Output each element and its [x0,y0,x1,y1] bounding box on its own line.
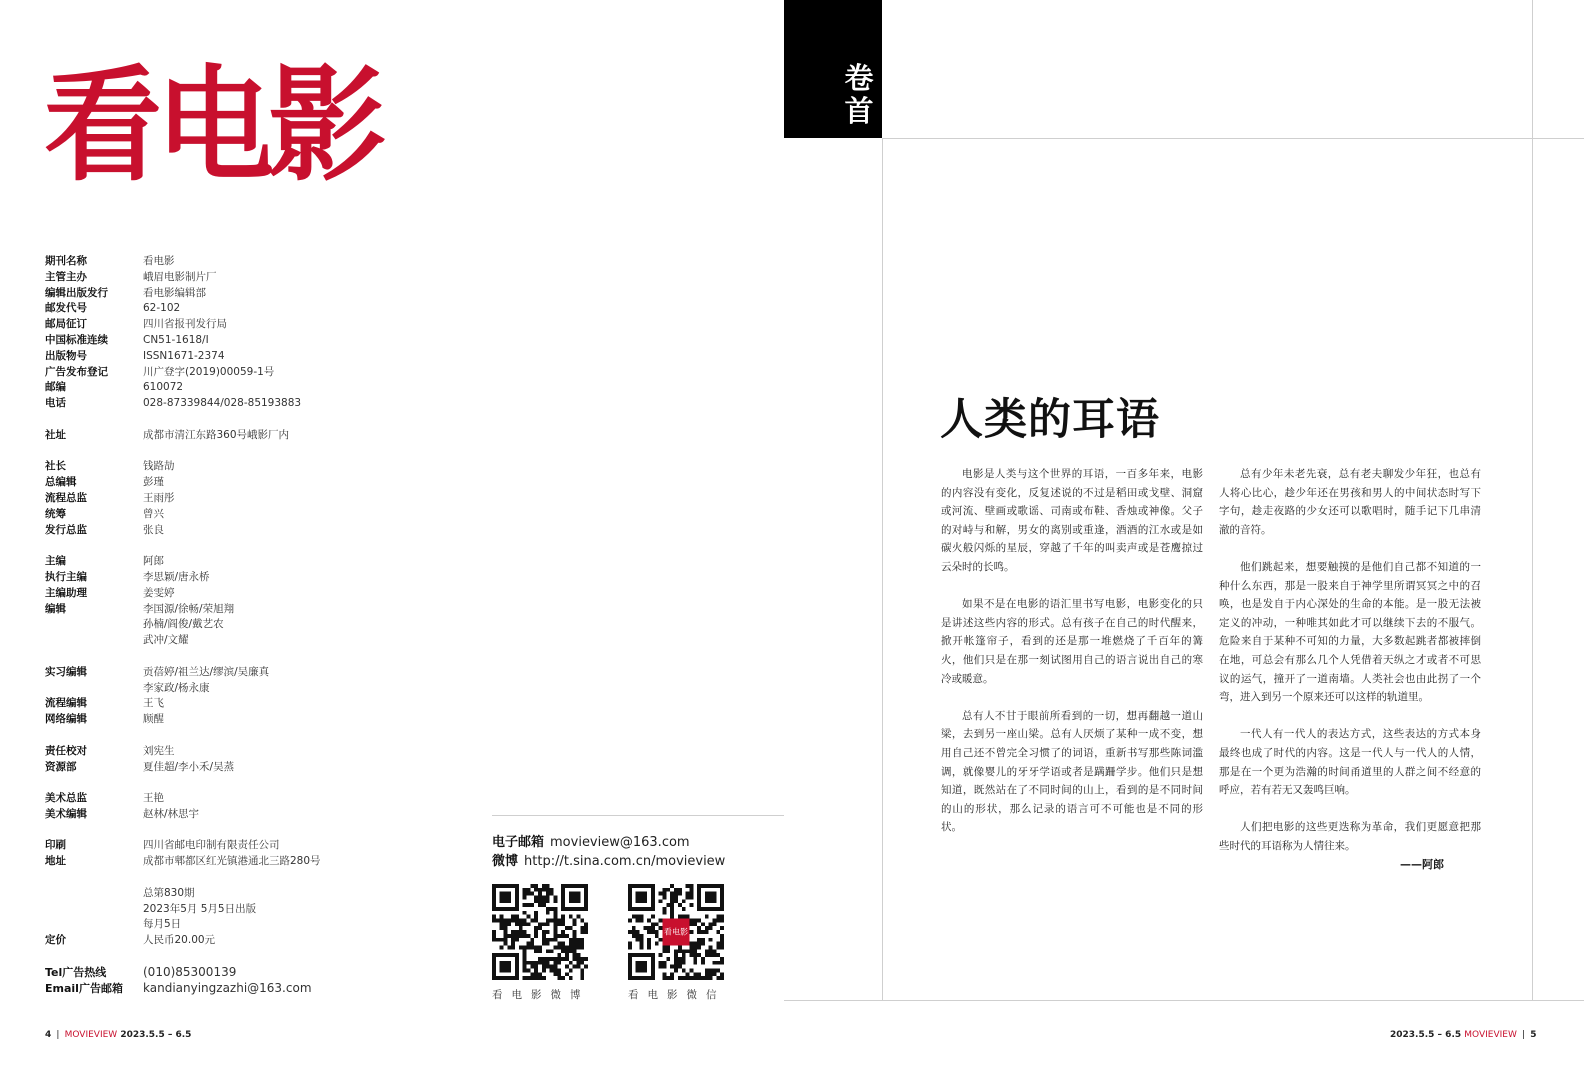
imprint-key: 总编辑 [45,476,77,489]
imprint-key [45,886,143,902]
imprint-value: 王艳 [143,792,164,805]
imprint-row [45,475,465,491]
article-column-2 [1219,465,1481,874]
imprint-value: 武冲/文耀 [143,634,189,647]
article-paragraph: 电影是人类与这个世界的耳语，一百多年来，电影的内容没有变化，反复述说的不过是稻田或戈壁、洞窟或河流、壁画或歌谣、司南或布鞋、香烛或神像。父子的对峙与和解，男女的离别或重逢，酒酒的江水或是如碳火般闪烁的星辰，穿越了千年的叫卖声或是苍鹰掠过云朵时的长鸣。 [941,468,1203,573]
imprint-key [45,617,143,633]
qr-caption-wechat: 看电影微信 [628,989,726,1001]
imprint-row [45,286,465,302]
imprint-value: 刘宪生 [143,744,175,757]
imprint-key: Tel广告热线 [45,965,107,979]
imprint-gap [45,870,465,886]
imprint-value: 顾醒 [143,713,164,726]
folio-date: 2023.5.5 – 6.5 [120,1030,192,1040]
imprint-row [45,981,465,997]
folio-separator: | [1522,1030,1526,1040]
imprint-value: 610072 [143,381,184,394]
imprint-value: 看电影编辑部 [143,286,206,299]
imprint-key: 邮编 [45,381,66,394]
imprint-gap [45,649,465,665]
masthead-logo: 看电影 [44,53,381,198]
imprint-gap [45,823,465,839]
imprint-row [45,365,465,381]
imprint-row [45,301,465,317]
imprint-value: 曾兴 [143,507,164,520]
imprint-key: 地址 [45,855,66,868]
imprint-value: 李家政/杨永康 [143,681,210,694]
imprint-key: 社长 [45,460,66,473]
imprint-row [45,633,465,649]
email-line [492,833,725,852]
page-number: 4 [45,1030,52,1040]
imprint-value: 四川省邮电印制有限责任公司 [143,839,280,852]
imprint-value: 李国源/徐畅/荣旭翔 [143,602,235,615]
imprint-key: 网络编辑 [45,713,87,726]
imprint-value: 看电影 [143,255,175,267]
qr-code-icon [628,884,724,980]
imprint-row [45,428,465,444]
folio-left [45,1030,191,1040]
imprint-row [45,317,465,333]
imprint-row [45,854,465,870]
imprint-key: 编辑出版发行 [45,286,108,299]
imprint-row [45,712,465,728]
imprint-value: 王雨彤 [143,491,175,504]
article-paragraph: 如果不是在电影的语汇里书写电影，电影变化的只是讲述这些内容的形式。总有孩子在自己的时代醒来，掀开帐篷帘子，看到的还是那一堆燃烧了千百年的篝火，他们只是在那一刻试图用自己的语言说出自己的寒冷或暖意。 [941,598,1203,685]
qr-logo-text: 看电影 [663,927,689,937]
imprint-gap [45,775,465,791]
imprint-row [45,491,465,507]
imprint-key: 广告发布登记 [45,365,108,378]
imprint-key [45,902,143,918]
imprint-key: 定价 [45,934,66,947]
imprint-gap [45,444,465,460]
imprint-key: 期刊名称 [45,255,87,267]
imprint-list [45,254,465,996]
article-paragraph: 总有人不甘于眼前所看到的一切，想再翻越一道山梁，去到另一座山梁。总有人厌烦了某种一成不变，想用自己还不曾完全习惯了的词语，重新书写那些陈词滥调，就像婴儿的牙牙学语或者是蹒跚学步。他们只是想知道，既然站在了不同时间的山上，看到的是不同时间的山的形状，那么记录的语言可不可能也是不同的形状。 [941,709,1203,834]
imprint-row [45,507,465,523]
imprint-gap [45,728,465,744]
imprint-row [45,602,465,618]
imprint-gap [45,538,465,554]
imprint-value: 彭瑾 [143,476,164,489]
imprint-value: 孙楠/阎俊/戴艺农 [143,618,224,631]
folio-right [1390,1030,1536,1040]
imprint-row [45,791,465,807]
qr-code-icon [492,884,588,980]
imprint-value: 人民币20.00元 [143,934,216,947]
imprint-value: 阿郎 [143,555,164,568]
imprint-row [45,760,465,776]
imprint-key: 电话 [45,397,66,410]
imprint-value: 钱路劼 [143,460,175,473]
imprint-key: 统筹 [45,507,66,520]
imprint-key: 美术编辑 [45,807,87,820]
imprint-key [45,633,143,649]
imprint-key: 资源部 [45,760,77,773]
imprint-row [45,933,465,949]
weibo-label: 微博 [492,854,519,869]
imprint-row [45,333,465,349]
imprint-key: 美术总监 [45,792,87,805]
imprint-key: 实习编辑 [45,665,87,678]
imprint-row [45,681,465,697]
weibo-link[interactable]: http://t.sina.com.cn/movieview [524,854,726,869]
imprint-value: 峨眉电影制片厂 [143,270,217,283]
imprint-gap [45,412,465,428]
contact-divider [492,815,784,816]
imprint-value: 夏佳超/李小禾/吴蒸 [143,760,235,773]
imprint-value: 成都市郫都区红光镇港通北三路280号 [143,855,321,868]
weibo-line [492,852,725,871]
imprint-row [45,554,465,570]
imprint-row [45,807,465,823]
article-column-1 [941,465,1203,855]
imprint-row [45,459,465,475]
imprint-value: kandianyingzazhi@163.com [143,980,312,995]
imprint-value: 李思颖/唐永桥 [143,570,210,583]
imprint-key: 编辑 [45,602,66,615]
section-tab-label: 卷首 [844,61,874,128]
imprint-key: 执行主编 [45,570,87,583]
imprint-row [45,380,465,396]
imprint-row [45,586,465,602]
imprint-key: 主编 [45,555,66,568]
folio-brand: MOVIEVIEW [1464,1030,1517,1040]
qr-caption-weibo: 看电影微博 [492,989,590,1001]
imprint-gap [45,949,465,965]
imprint-row [45,254,465,270]
imprint-key: 社址 [45,428,66,441]
imprint-key: Email广告邮箱 [45,981,123,995]
imprint-value: 62-102 [143,302,181,315]
imprint-row [45,270,465,286]
imprint-row [45,696,465,712]
frame-line-left [882,138,883,1000]
article-title: 人类的耳语 [940,395,1160,445]
imprint-value: CN51-1618/I [143,333,209,346]
imprint-value: 2023年5月 5月5日出版 [143,902,257,915]
imprint-value: 张良 [143,523,164,536]
imprint-key: 流程编辑 [45,697,87,710]
article-paragraph: 总有少年未老先衰，总有老夫聊发少年狂，也总有人将心比心，趁少年还在男孩和男人的中间状态时写下字句，趁走夜路的少女还可以歌唱时，随手记下几串清澈的音符。 [1219,468,1481,536]
imprint-value: 每月5日 [143,918,182,931]
imprint-key: 邮局征订 [45,318,87,331]
frame-line-bottom [784,1000,1584,1001]
imprint-value: 姜雯婷 [143,586,175,599]
article-paragraph: 一代人有一代人的表达方式，这些表达的方式本身最终也成了时代的内容。这是一代人与一代人的人情，那是在一个更为浩瀚的时间甬道里的人群之间不经意的呼应，若有若无又轰鸣巨响。 [1219,728,1481,797]
imprint-key: 流程总监 [45,491,87,504]
imprint-key: 主管主办 [45,270,87,283]
frame-line-top [882,138,1584,139]
imprint-value: ISSN1671-2374 [143,349,225,362]
imprint-row [45,349,465,365]
imprint-key: 印刷 [45,839,66,852]
folio-date: 2023.5.5 – 6.5 [1390,1030,1462,1040]
folio-separator: | [56,1030,60,1040]
email-link[interactable]: movieview@163.com [550,835,690,850]
imprint-row [45,617,465,633]
folio-brand: MOVIEVIEW [64,1030,118,1040]
imprint-value: 贡蓓婷/祖兰达/缪滨/吴廉真 [143,665,270,678]
imprint-row [45,965,465,981]
imprint-value: 028-87339844/028-85193883 [143,397,302,410]
imprint-value: 四川省报刊发行局 [143,318,227,331]
imprint-key [45,917,143,933]
email-label: 电子邮箱 [492,835,545,850]
imprint-row [45,665,465,681]
article-signature: ——阿郎 [1400,858,1444,871]
imprint-value: 总第830期 [143,886,195,899]
imprint-value: (010)85300139 [143,964,237,979]
imprint-row [45,902,465,918]
imprint-row [45,886,465,902]
page-number: 5 [1530,1030,1537,1040]
imprint-row [45,396,465,412]
imprint-row [45,917,465,933]
imprint-row [45,838,465,854]
imprint-key: 邮发代号 [45,302,87,315]
contact-block [492,833,725,871]
imprint-key: 中国标准连续 [45,333,108,346]
frame-line-right [1532,0,1533,1000]
imprint-key: 出版物号 [45,349,87,362]
imprint-row [45,523,465,539]
article-paragraph: 他们跳起来，想要触摸的是他们自己都不知道的一种什么东西，那是一股来自于神学里所谓冥冥之中的召唤，也是发自于内心深处的生命的本能。是一股无法被定义的冲动，一种唯其如此才可以继续下去的不服气。危险来自于某种不可知的力量，大多数起跳者都被摔倒在地，可总会有那么几个人凭借着天纵之才或者不可思议的运气，撞开了一道南墙。人类社会也由此拐了一个弯，进入到另一个原来还可以这样的轨道里。 [1219,560,1481,704]
imprint-value: 成都市清江东路360号峨影厂内 [143,428,290,441]
imprint-row [45,570,465,586]
imprint-value: 赵林/林思宇 [143,807,200,820]
imprint-key: 主编助理 [45,586,87,599]
imprint-key [45,681,143,697]
imprint-key: 发行总监 [45,523,87,536]
imprint-key: 责任校对 [45,744,87,757]
imprint-value: 川广登字(2019)00059-1号 [143,365,275,378]
imprint-row [45,744,465,760]
imprint-value: 王飞 [143,697,164,710]
article-paragraph: 人们把电影的这些更迭称为革命，我们更愿意把那些时代的耳语称为人情往来。 [1219,821,1481,852]
